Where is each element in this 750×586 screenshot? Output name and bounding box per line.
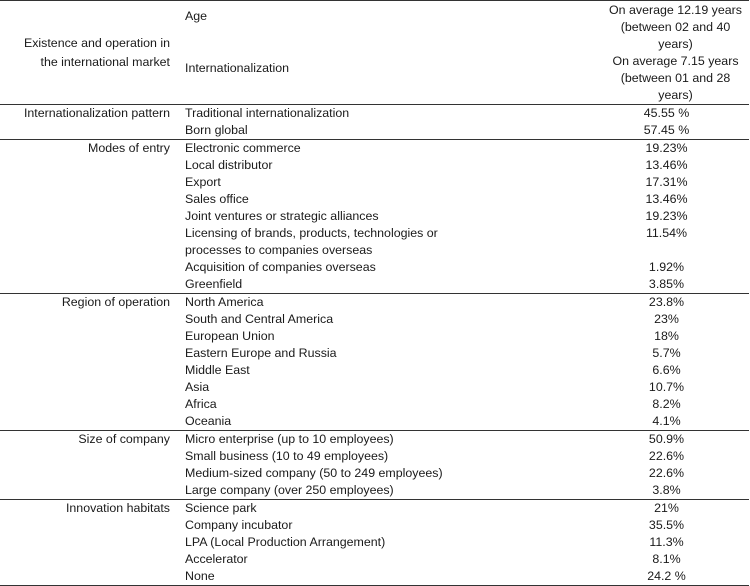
group-category: Region of operation bbox=[0, 294, 179, 312]
row-label: Born global bbox=[185, 123, 248, 137]
group-category: Existence and operation in the international market bbox=[0, 1, 179, 105]
row-label: Large company (over 250 employees) bbox=[185, 483, 394, 497]
table-row bbox=[0, 191, 749, 208]
row-value: 10.7% bbox=[648, 380, 685, 394]
row-label: South and Central America bbox=[185, 312, 334, 326]
group-modes-of-entry bbox=[0, 140, 749, 294]
row-label: European Union bbox=[185, 329, 275, 343]
table-row bbox=[0, 396, 749, 413]
row-label: None bbox=[179, 568, 584, 586]
row-label: Local distributor bbox=[185, 158, 273, 172]
table-row bbox=[0, 122, 749, 140]
row-value: 4.1% bbox=[652, 414, 681, 428]
group-region-of-operation bbox=[0, 294, 749, 431]
row-value: 13.46% bbox=[645, 158, 688, 172]
row-value: 8.1% bbox=[652, 552, 681, 566]
row-label: Africa bbox=[185, 397, 217, 411]
table-row bbox=[0, 345, 749, 362]
row-label: Traditional internationalization bbox=[179, 105, 584, 123]
row-value: 35.5% bbox=[648, 518, 685, 532]
group-internationalization-pattern bbox=[0, 105, 749, 140]
table-row bbox=[0, 157, 749, 174]
row-label: Sales office bbox=[185, 192, 249, 206]
row-value: 19.23% bbox=[645, 209, 688, 223]
row-value: 23% bbox=[654, 312, 679, 326]
table-row bbox=[0, 294, 749, 312]
table-row bbox=[0, 208, 749, 225]
row-value: 8.2% bbox=[652, 397, 681, 411]
row-value: 23.8% bbox=[584, 294, 749, 312]
row-value: On average 12.19 years (between 02 and 40 years) bbox=[584, 1, 749, 54]
row-value: 13.46% bbox=[645, 192, 688, 206]
row-value: 22.6% bbox=[648, 466, 685, 480]
table-row bbox=[0, 276, 749, 294]
group-category: Modes of entry bbox=[0, 140, 179, 158]
row-label: Greenfield bbox=[185, 277, 243, 291]
row-label: Age bbox=[179, 1, 584, 54]
table-row bbox=[0, 465, 749, 482]
table-row bbox=[0, 174, 749, 191]
row-label: Joint ventures or strategic alliances bbox=[185, 209, 379, 223]
table-row bbox=[0, 413, 749, 431]
row-value: On average 7.15 years (between 01 and 28 years) bbox=[612, 54, 739, 102]
table-row bbox=[0, 568, 749, 586]
row-label: Oceania bbox=[185, 414, 232, 428]
row-value: 3.8% bbox=[652, 483, 681, 497]
row-label: Micro enterprise (up to 10 employees) bbox=[179, 431, 584, 449]
group-innovation-habitats bbox=[0, 500, 749, 586]
table-row bbox=[0, 225, 749, 259]
table-row bbox=[0, 311, 749, 328]
header-group bbox=[0, 1, 749, 105]
row-label: Science park bbox=[179, 500, 584, 518]
table-row bbox=[0, 500, 749, 518]
row-value: 50.9% bbox=[584, 431, 749, 449]
row-label: Eastern Europe and Russia bbox=[185, 346, 337, 360]
row-label: Accelerator bbox=[185, 552, 248, 566]
group-category: Internationalization pattern bbox=[0, 105, 179, 123]
table-row bbox=[0, 534, 749, 551]
row-value: 5.7% bbox=[652, 346, 681, 360]
table-row bbox=[0, 379, 749, 396]
row-value: 18% bbox=[654, 329, 679, 343]
group-category: Size of company bbox=[0, 431, 179, 449]
row-value: 45.55 % bbox=[584, 105, 749, 123]
row-label: LPA (Local Production Arrangement) bbox=[185, 535, 386, 549]
group-size-of-company bbox=[0, 431, 749, 500]
row-value: 22.6% bbox=[648, 449, 685, 463]
row-label: Licensing of brands, products, technologies or processes to companies overseas bbox=[185, 226, 438, 257]
table-row bbox=[0, 1, 749, 54]
row-label: Acquisition of companies overseas bbox=[185, 260, 376, 274]
row-label: Middle East bbox=[185, 363, 250, 377]
row-label: North America bbox=[179, 294, 584, 312]
row-value: 19.23% bbox=[584, 140, 749, 158]
row-value: 24.2 % bbox=[584, 568, 749, 586]
row-value: 21% bbox=[584, 500, 749, 518]
row-label: Small business (10 to 49 employees) bbox=[185, 449, 389, 463]
group-category: Innovation habitats bbox=[0, 500, 179, 518]
row-value: 3.85% bbox=[648, 277, 685, 291]
table-row bbox=[0, 517, 749, 534]
row-label: Electronic commerce bbox=[179, 140, 584, 158]
table-row bbox=[0, 105, 749, 123]
row-value: 6.6% bbox=[652, 363, 681, 377]
row-value: 17.31% bbox=[645, 175, 688, 189]
row-value: 11.3% bbox=[649, 535, 684, 549]
table-row bbox=[0, 431, 749, 449]
table-row bbox=[0, 448, 749, 465]
row-value: 11.54% bbox=[645, 226, 688, 240]
row-value: 57.45 % bbox=[643, 123, 690, 137]
table-row bbox=[0, 482, 749, 500]
row-value: 1.92% bbox=[648, 260, 685, 274]
row-label: Medium-sized company (50 to 249 employees) bbox=[185, 466, 443, 480]
table-row bbox=[0, 551, 749, 568]
table-row bbox=[0, 140, 749, 158]
row-label: Export bbox=[185, 175, 221, 189]
row-label: Asia bbox=[185, 380, 210, 394]
table-row bbox=[0, 328, 749, 345]
table-row bbox=[0, 362, 749, 379]
row-label: Company incubator bbox=[185, 518, 293, 532]
table-row bbox=[0, 259, 749, 276]
row-label: Internationalization bbox=[185, 61, 290, 75]
